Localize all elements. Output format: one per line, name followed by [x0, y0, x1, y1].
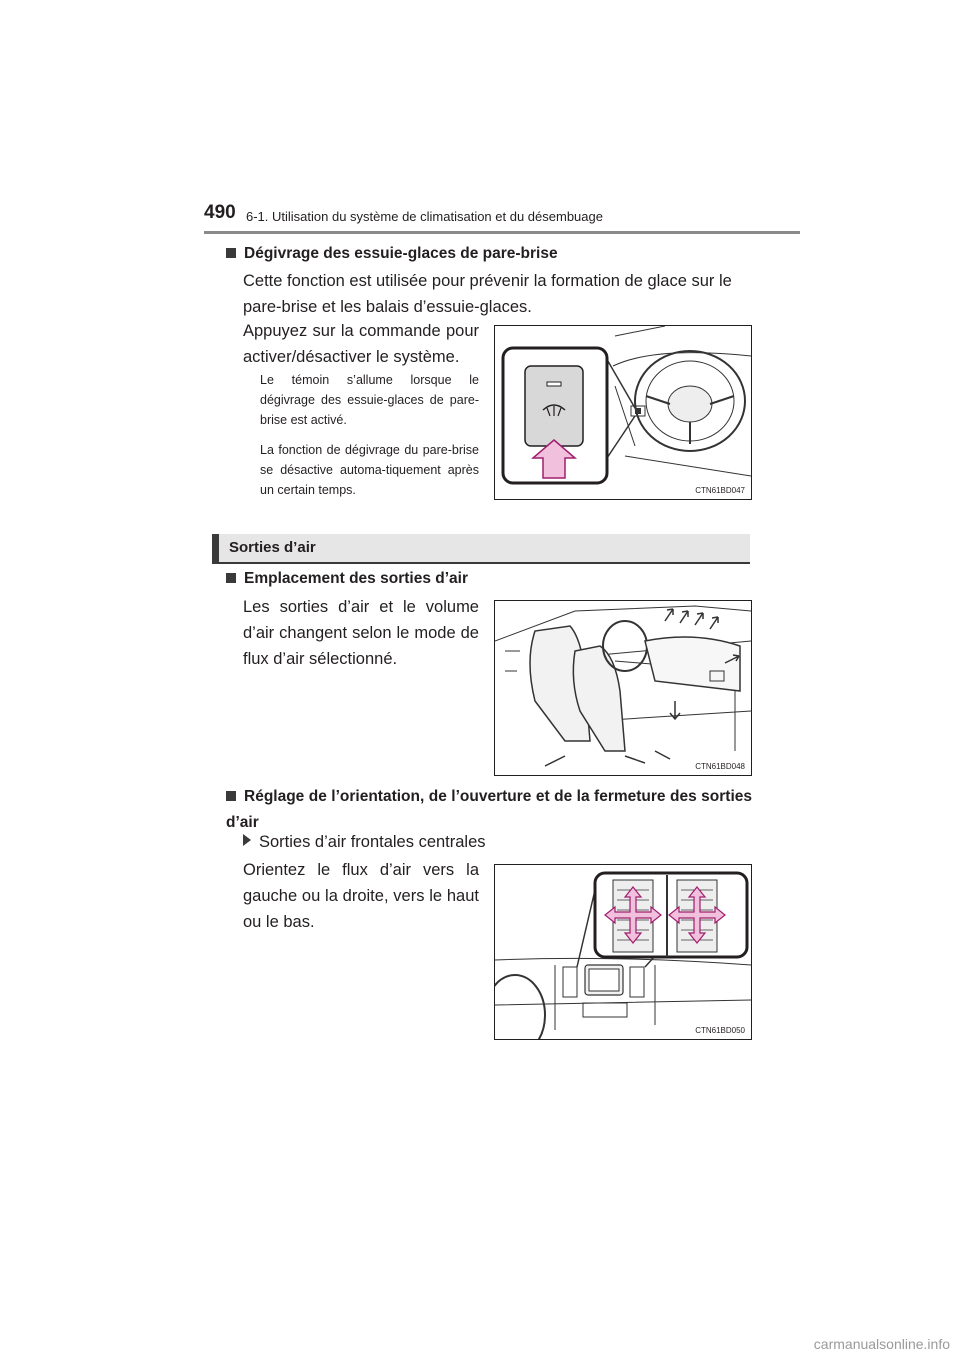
triangle-bullet-icon	[243, 834, 251, 846]
square-bullet-icon	[226, 791, 236, 801]
vent-adjust-sub-item: Sorties d’air frontales centrales	[243, 829, 486, 855]
cabin-airflow-illustration	[495, 601, 751, 775]
page-number: 490	[204, 202, 236, 223]
header-rule	[204, 231, 800, 234]
square-bullet-icon	[226, 573, 236, 583]
square-bullet-icon	[226, 248, 236, 258]
section-rule	[212, 562, 750, 564]
wiper-deicer-intro: Cette fonction est utilisée pour prévenir la formation de glace sur le pare-brise et les balais d’essuie-glaces.	[243, 272, 732, 316]
section-title-bar	[212, 534, 750, 562]
dashboard-switch-illustration	[495, 326, 751, 499]
figure-code: CTN61BD048	[695, 762, 745, 771]
wiper-deicer-instruction: Appuyez sur la commande pour activer/désactiver le système.	[243, 322, 479, 366]
wiper-deicer-note-2: La fonction de dégivrage du pare-brise se désactive automa-tiquement après un certain temps.	[260, 443, 479, 497]
wiper-deicer-note-1: Le témoin s’allume lorsque le dégivrage des essuie-glaces de pare-brise est activé.	[260, 373, 479, 427]
vent-adjust-text: Orientez le flux d’air vers la gauche ou la droite, vers le haut ou le bas.	[243, 861, 479, 931]
watermark[interactable]: carmanualsonline.info	[813, 1336, 950, 1352]
section-title: Sorties d’air	[229, 539, 316, 556]
figure-code: CTN61BD050	[695, 1026, 745, 1035]
vent-adjust-heading: Réglage de l’orientation, de l’ouverture et de la fermeture des sorties d’air	[226, 788, 752, 831]
chapter-title: 6-1. Utilisation du système de climatisation et du désembuage	[246, 209, 603, 224]
figure-wiper-deicer-switch	[494, 325, 752, 500]
figure-vent-locations	[494, 600, 752, 776]
vent-location-heading: Emplacement des sorties d’air	[226, 570, 468, 588]
vent-location-text: Les sorties d’air et le volume d’air changent selon le mode de flux d’air sélectionné.	[243, 598, 479, 668]
figure-center-vents	[494, 864, 752, 1040]
wiper-deicer-heading: Dégivrage des essuie-glaces de pare-brise	[226, 245, 558, 263]
figure-code: CTN61BD047	[695, 486, 745, 495]
center-vents-illustration	[495, 865, 751, 1039]
